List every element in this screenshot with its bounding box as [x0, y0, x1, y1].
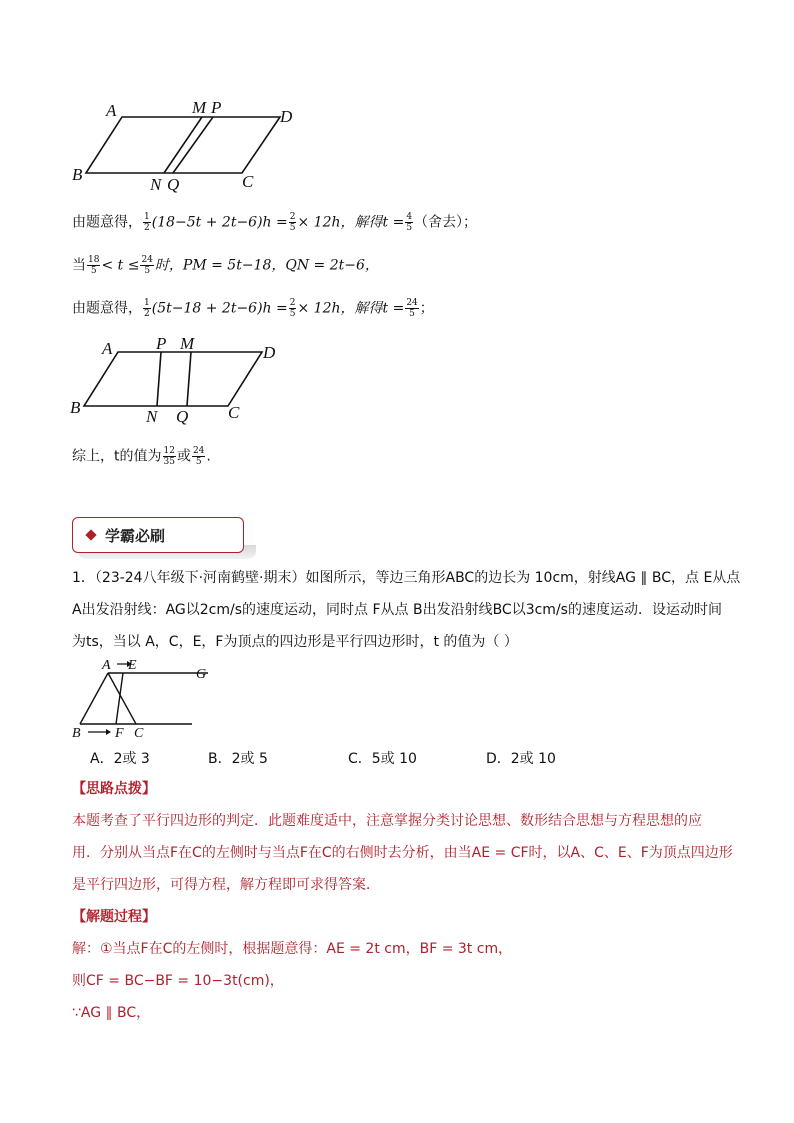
label-d: D: [280, 107, 293, 126]
fraction: $\frac{1}{2}$: [144, 212, 150, 233]
fraction: $\frac{24}{5}$: [192, 446, 205, 467]
label-m: M: [180, 334, 195, 353]
equation: < t ≤: [101, 257, 140, 274]
figure-parallelogram-2: [66, 330, 296, 426]
label-e: E: [128, 658, 137, 673]
equation: 时，PM = 5t−18，QN = 2t−6，: [154, 257, 379, 274]
choice-c: C．5或 10: [348, 751, 417, 767]
fraction: $\frac{2}{5}$: [289, 298, 296, 319]
label-c: C: [242, 172, 254, 191]
hint-line-2: 用．分别从当点F在C的左侧时与当点F在C的右侧时去分析，由当AE = CF时，以A、C、E、F为顶点四边形: [72, 845, 733, 861]
fraction: $\frac{4}{5}$: [406, 212, 413, 233]
text: 综上，t的值为: [72, 448, 162, 465]
label-a: A: [102, 339, 113, 358]
question-line-3: 为ts，当以 A，C，E，F为顶点的四边形是平行四边形时，t 的值为（ ）: [72, 634, 518, 650]
text: 由题意得，: [72, 300, 142, 317]
label-n: N: [150, 175, 162, 194]
label-c: C: [228, 403, 240, 422]
equation: × 12h，解得t =: [297, 300, 405, 317]
fraction: $\frac{24}{5}$: [406, 298, 418, 319]
label-p: P: [211, 98, 222, 117]
label-g: G: [196, 667, 207, 682]
solution-step-2: 则CF = BC−BF = 10−3t(cm)，: [72, 973, 284, 989]
text: 当: [72, 257, 86, 274]
label-a: A: [102, 658, 111, 673]
label-n: N: [146, 407, 158, 426]
label-m: M: [192, 98, 207, 117]
label-f: F: [115, 726, 124, 741]
solution-line-3: [72, 298, 434, 319]
fraction: $\frac{24}{5}$: [141, 255, 153, 276]
hint-line-1: 本题考查了平行四边形的判定．此题难度适中，注意掌握分类讨论思想、数形结合思想与方程思想的应: [72, 813, 702, 829]
label-p: P: [156, 334, 167, 353]
label-b: B: [70, 398, 81, 417]
question-line-2: A出发沿射线：AG以2cm/s的速度运动，同时点 F从点 B出发沿射线BC以3cm/s的速度运动．设运动时间: [72, 602, 722, 618]
solution-line-1: [72, 212, 477, 233]
fraction: $\frac{18}{5}$: [88, 255, 100, 276]
choice-d: D．2或 10: [486, 751, 556, 767]
solution-step-1: 解：①当点F在C的左侧时，根据题意得：AE = 2t cm，BF = 3t cm，: [72, 941, 513, 957]
equation: (18−5t + 2t−6)h =: [151, 214, 288, 231]
label-d: D: [263, 343, 276, 362]
text: ；: [419, 300, 434, 317]
hint-line-3: 是平行四边形，可得方程，解方程即可求得答案．: [72, 877, 380, 893]
solution-line-2: [72, 255, 379, 276]
label-b: B: [72, 165, 83, 184]
fraction: $\frac{12}{35}$: [163, 446, 175, 467]
banner-title: 学霸必刷: [105, 527, 166, 545]
figure-triangle: [66, 655, 226, 743]
fraction: $\frac{1}{2}$: [144, 298, 150, 319]
equation: (5t−18 + 2t−6)h =: [151, 300, 288, 317]
equation: × 12h，解得t =: [297, 214, 405, 231]
diamond-icon: [85, 529, 96, 540]
label-a: A: [106, 101, 117, 120]
label-c: C: [134, 726, 144, 741]
hint-heading: 【思路点拨】: [72, 781, 156, 797]
solution-heading: 【解题过程】: [72, 909, 156, 925]
section-banner: [72, 517, 244, 553]
choice-b: B．2或 5: [208, 751, 268, 767]
label-q: Q: [167, 175, 180, 194]
choice-a: A．2或 3: [90, 751, 150, 767]
solution-step-3: ∵AG ∥ BC，: [72, 1005, 151, 1021]
question-line-1: 1．（23-24八年级下·河南鹤壁·期末）如图所示，等边三角形ABC的边长为 10cm，射线AG ∥ BC，点 E从点: [72, 570, 741, 586]
figure-parallelogram-1: [66, 94, 306, 194]
label-b: B: [72, 726, 81, 741]
text: （舍去）；: [414, 214, 478, 231]
label-q: Q: [176, 407, 189, 426]
conclusion-line: [72, 446, 211, 467]
fraction: $\frac{2}{5}$: [289, 212, 296, 233]
text: 由题意得，: [72, 214, 142, 231]
text: 或: [176, 448, 191, 465]
text: .: [206, 448, 211, 465]
